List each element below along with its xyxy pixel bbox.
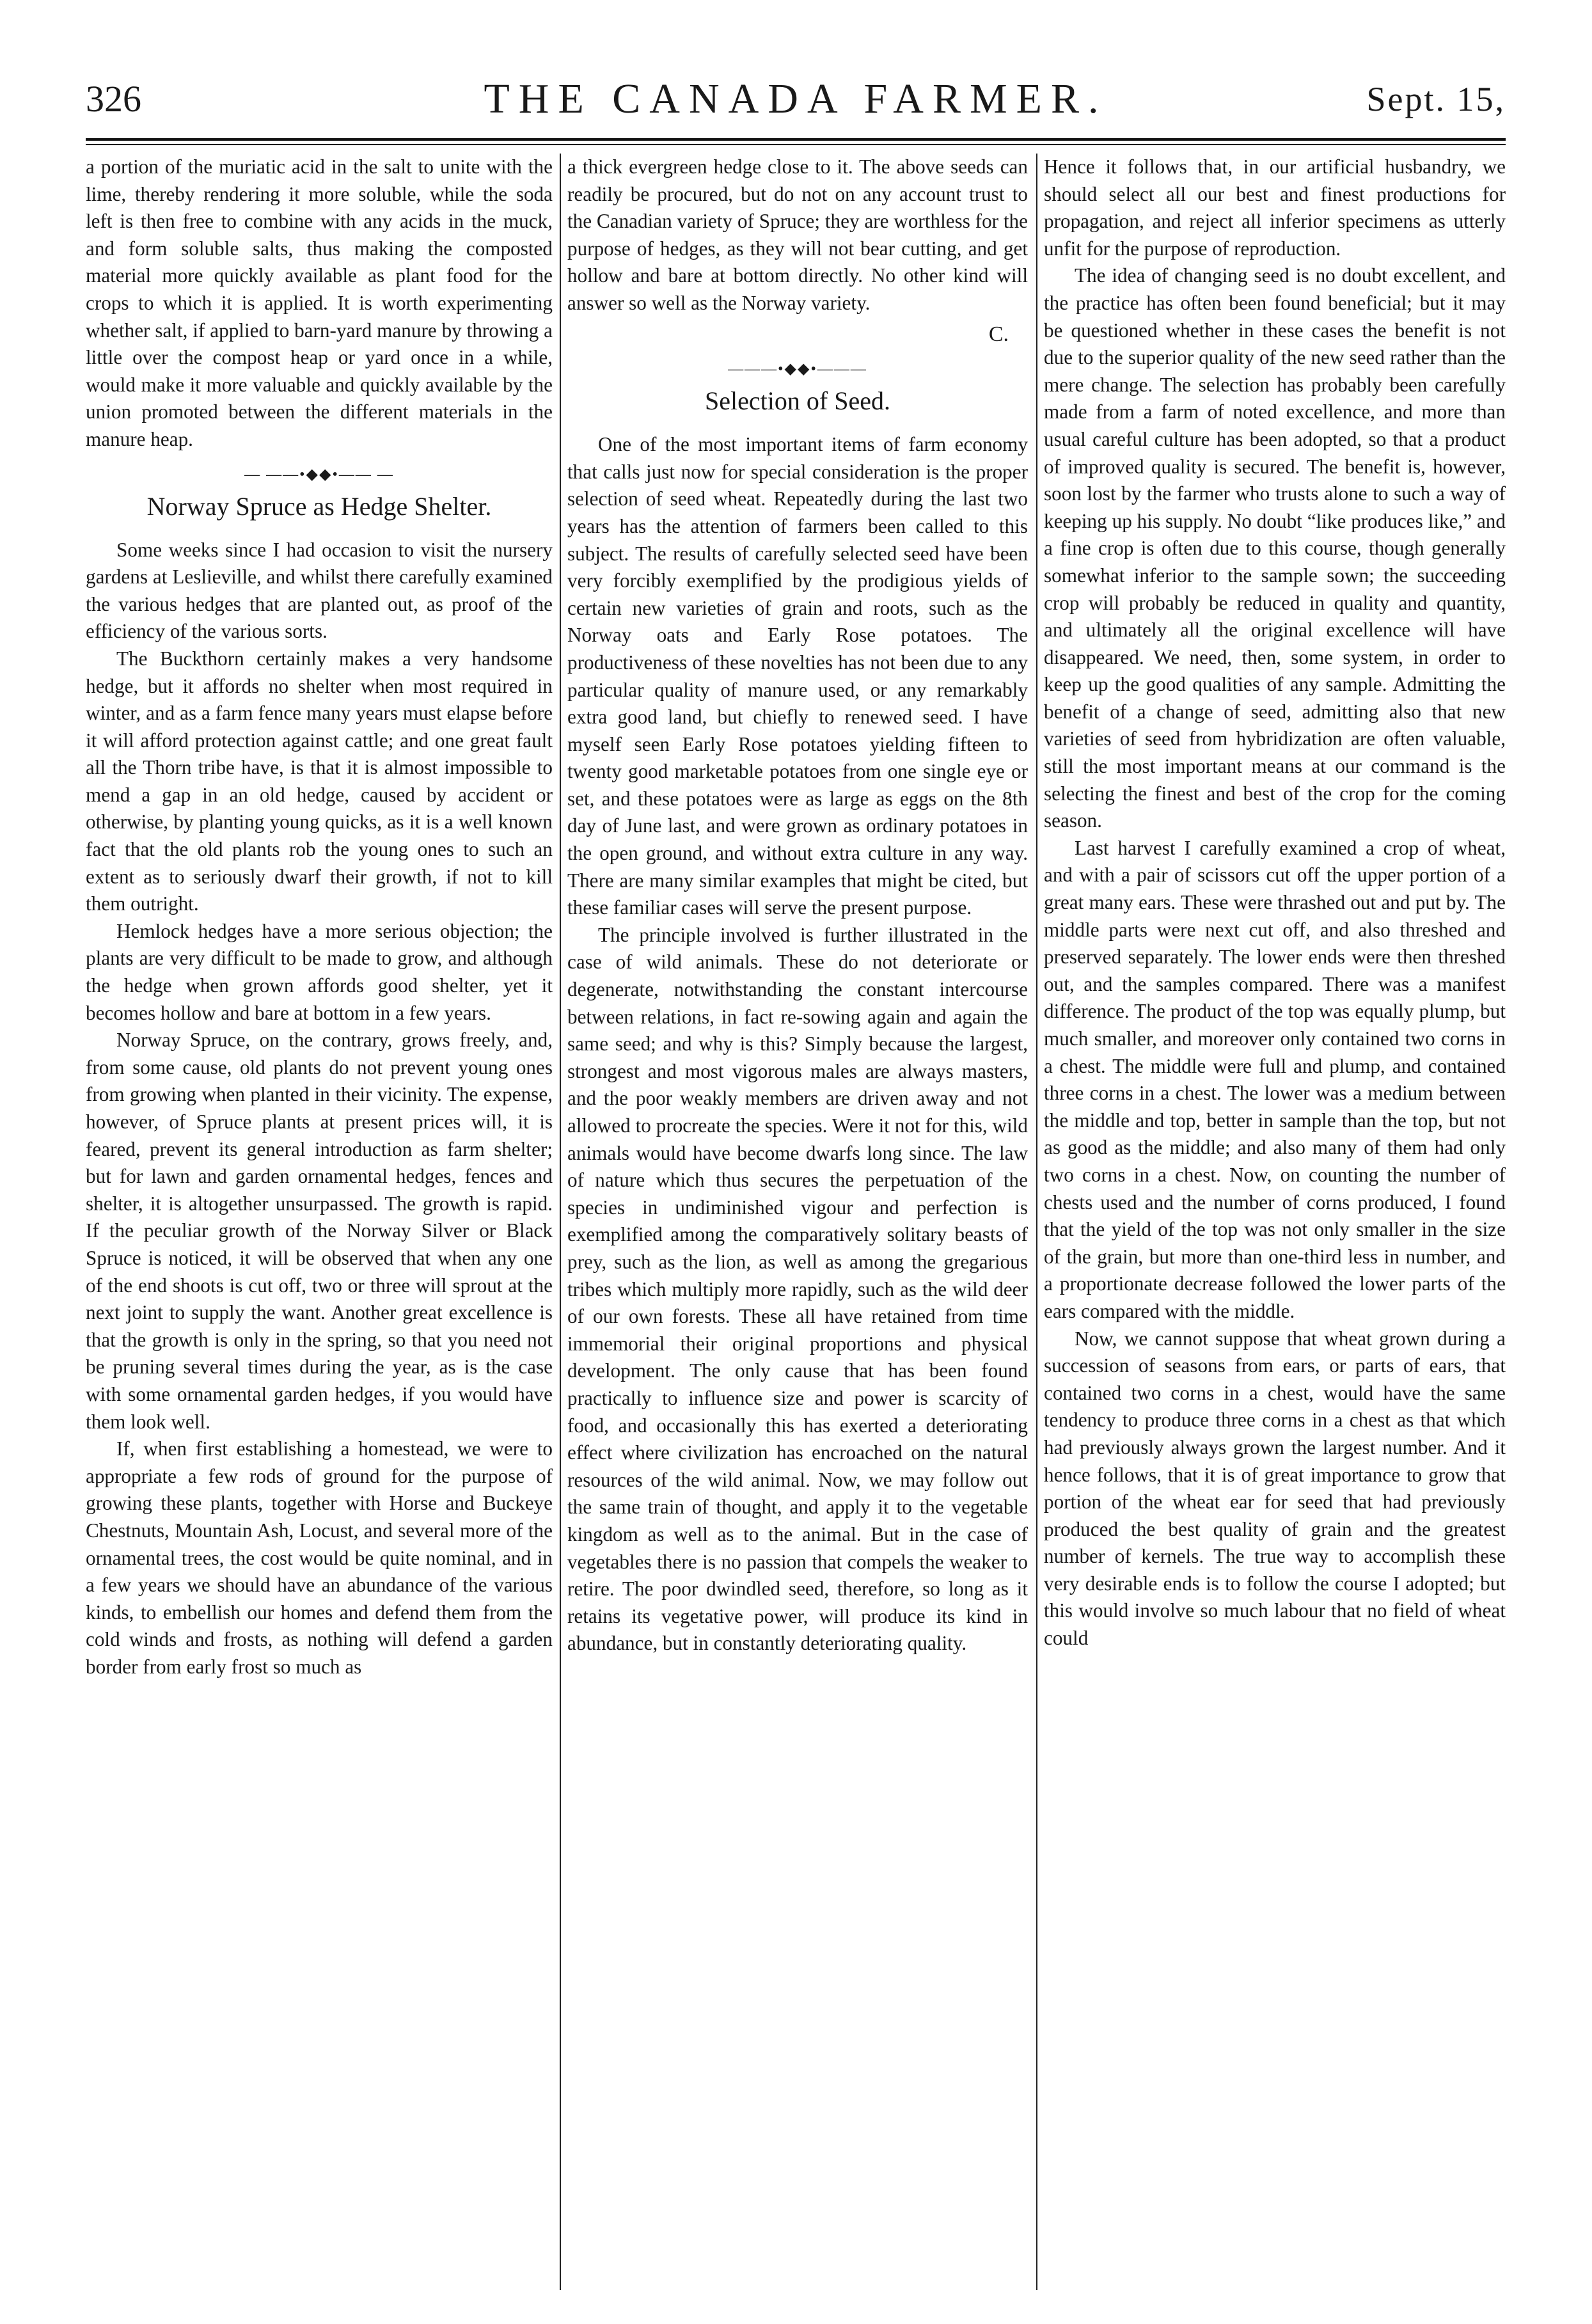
article-paragraph: Last harvest I carefully examined a crop of wheat, and with a pair of scissors cut off the upper portion of a great many ears. These were thrashed out and put by. The middle parts were next cut off, and also threshed and preserved separately. The lower ends were then threshed out, and the samples compared. There was a manifest difference. The product of the top was equally plump, but much smaller, and moreover only contained two corns in a chest. The middle were full and plump, and contained three corns in a chest. The lower was a medium between the middle and top, better in sample than the top, but not as good as the middle; and also many of them had only two corns in a chest. Now, on counting the number of chests used and the number of corns produced, I found that the yield of the top was not only smaller in the size of the grain, but more than one-third less in number, and a proportionate decrease followed the lower parts of the ears compared with the middle. [1044, 836, 1506, 1322]
article-paragraph: Some weeks since I had occasion to visit the nursery gardens at Leslieville, and whilst there carefully examined the various hedges that are planted out, as proof of the efficiency of the various sorts. [86, 538, 553, 643]
masthead-rule [86, 138, 1506, 145]
section-break: — ——•◆◆•—— — [244, 466, 394, 483]
article-paragraph: Hemlock hedges have a more serious objection; the plants are very difficult to be made to grow, and although the hedge when grown affords good shelter, yet it becomes hollow and bare at bottom in a few years. [86, 919, 553, 1024]
journal-title: THE CANADA FARMER. [484, 75, 1108, 122]
article-paragraph: One of the most important items of farm economy that calls just now for special consideration is the proper selection of seed wheat. Repeatedly during the last two years has the attention of farmers been called to this subject. The results of carefully selected seed have been very forcibly exemplified by the prodigious yields of certain new varieties of grain and roots, such as the Norway oats and Early Rose potatoes. The productiveness of these novelties has not been due to any particular quality of manure used, or any remarkably extra good land, but chiefly to renewed seed. I have myself seen Early Rose potatoes yielding fifteen to twenty good marketable potatoes from one single eye or set, and these potatoes were as large as eggs on the 8th day of June last, and were grown as ordinary potatoes in the open ground, and without extra culture in any way. There are many similar examples that might be cited, but these familiar cases will serve the present purpose. [567, 433, 1028, 919]
article-paragraph: The Buckthorn certainly makes a very handsome hedge, but it affords no shelter when most required in winter, and as a farm fence many years must elapse before it will afford protection against cattle; and one great fault all the Thorn tribe have, is that it is almost impossible to mend a gap in an old hedge, caused by accident or otherwise, by planting young quicks, as it is a well known fact that the old plants rob the young ones to such an extent as to seriously dwarf their growth, if not to kill them outright. [86, 647, 553, 915]
article-paragraph: The idea of changing seed is no doubt excellent, and the practice has often been found beneficial; but it may be questioned whether in these cases the benefit is not due to the superior quality of the new seed rather than the mere change. The selection has probably been carefully made from a farm of noted excellence, and more than usual careful culture has been adopted, so that a product of improved quality is secured. The benefit is, however, soon lost by the farmer who trusts alone to such a way of keeping up his supply. No doubt “like produces like,” and a fine crop is often due to this course, though generally somewhat inferior to the sample sown; the succeeding crop will probably be reduced in quality and quantity, and ultimately all the original excellence will have disappeared. We need, then, some system, in order to keep up the good qualities of any sample. Admitting the benefit of a change of seed, admitting also that new varieties of seed from hybridization are often valuable, still the most important means at our command is the selecting the finest and best of the crop for the coming season. [1044, 264, 1506, 832]
column-3 [1044, 154, 1506, 2290]
author-signature: C. [988, 322, 1009, 346]
article-paragraph: Norway Spruce, on the contrary, grows freely, and, from some cause, old plants do not prevent young ones from growing when planted in their vicinity. The expense, however, of Spruce plants at present prices will, it is feared, prevent its general introduction as farm shelter; but for lawn and garden ornamental hedges, fences and shelter, it is altogether unsurpassed. The growth is rapid. If the peculiar growth of the Norway Silver or Black Spruce is noticed, it will be observed that when any one of the end shoots is cut off, two or three will sprout at the next joint to supply the want. Another great excellence is that the growth is only in the spring, so that you need not be pruning several times during the year, as is the case with some ornamental garden hedges, if you would have them look well. [86, 1029, 553, 1433]
page-number: 326 [86, 78, 141, 120]
article-paragraph: The principle involved is further illustrated in the case of wild animals. These do not deteriorate or degenerate, notwithstanding the constant intercourse between relations, in fact re-sowing again and again the same seed; and why is this? Simply because the largest, strongest and most vigorous males are always masters, and the poor weakly members are driven away and not allowed to procreate the species. Were it not for this, wild animals would have become dwarfs long since. The law of nature which thus secures the perpetuation of the species in undiminished vigour and perfection is exemplified among the comparatively solitary beasts of prey, such as the lion, as well as among the gregarious tribes which multiply more rapidly, such as the wild deer of our own forests. These all have retained from time immemorial their original proportions and physical development. The only cause that has been found practically to influence size and power is scarcity of food, and occasionally this has exerted a deteriorating effect where civilization has encroached on the natural resources of the wild animal. Now, we may follow out the same train of thought, and apply it to the vegetable kingdom as well as to the animal. But in the case of vegetables there is no passion that compels the weaker to retire. The poor dwindled seed, therefore, so long as it retains its vegetative power, will produce its kind in abundance, but in constantly deteriorating quality. [567, 923, 1028, 1655]
continued-paragraph: Hence it follows that, in our artificial husbandry, we should select all our best and finest productions for propagation, and reject all inferior specimens as utterly unfit for the purpose of reproduction. [1044, 155, 1506, 260]
column-rule [560, 154, 561, 2290]
column-rule [1036, 154, 1037, 2290]
article-paragraph: If, when first establishing a homestead, we were to appropriate a few rods of ground for the purpose of growing these plants, together with Horse and Buckeye Chestnuts, Mountain Ash, Locust, and several more of the ornamental trees, the cost would be quite nominal, and in a few years we should have an abundance of the various kinds, to embellish our homes and defend them from the cold winds and frosts, as nothing will defend a garden border from early frost so much as [86, 1437, 553, 1678]
article-heading: Norway Spruce as Hedge Shelter. [146, 491, 492, 521]
continued-paragraph: a portion of the muriatic acid in the salt to unite with the lime, thereby rendering it more soluble, while the soda left is then free to combine with any acids in the muck, and form soluble salts, thus making the composted material more quickly available as plant food for the crops to which it is applied. It is worth experimenting whether salt, if applied to barn-yard manure by throwing a little over the compost heap or yard once in a while, would make it more valuable and quickly available by the union promoted between the different materials in the manure heap. [86, 155, 553, 450]
masthead [86, 70, 1506, 147]
continued-paragraph: a thick evergreen hedge close to it. The above seeds can readily be procured, but do not on any account trust to the Canadian variety of Spruce; they are worthless for the purpose of hedges, as they will not bear cutting, and get hollow and bare at bottom directly. No other kind will answer so well as the Norway variety. [567, 155, 1028, 314]
column-2 [567, 154, 1028, 2290]
column-1 [86, 154, 553, 2290]
section-break: ———•◆◆•——— [728, 361, 867, 378]
article-paragraph: Now, we cannot suppose that wheat grown during a succession of seasons from ears, or parts of ears, that contained two corns in a chest, would have the same tendency to produce three corns in a chest as that which had previously always grown the largest number. And it hence follows, that it is of great importance to grow that portion of the wheat ear for seed that had previously produced the best quality of grain and the greatest number of kernels. The true way to accomplish these very desirable ends is to follow the course I adopted; but this would involve so much labour that no field of wheat could [1044, 1327, 1506, 1650]
issue-date: Sept. 15, [1366, 80, 1506, 118]
article-heading: Selection of Seed. [705, 386, 890, 416]
